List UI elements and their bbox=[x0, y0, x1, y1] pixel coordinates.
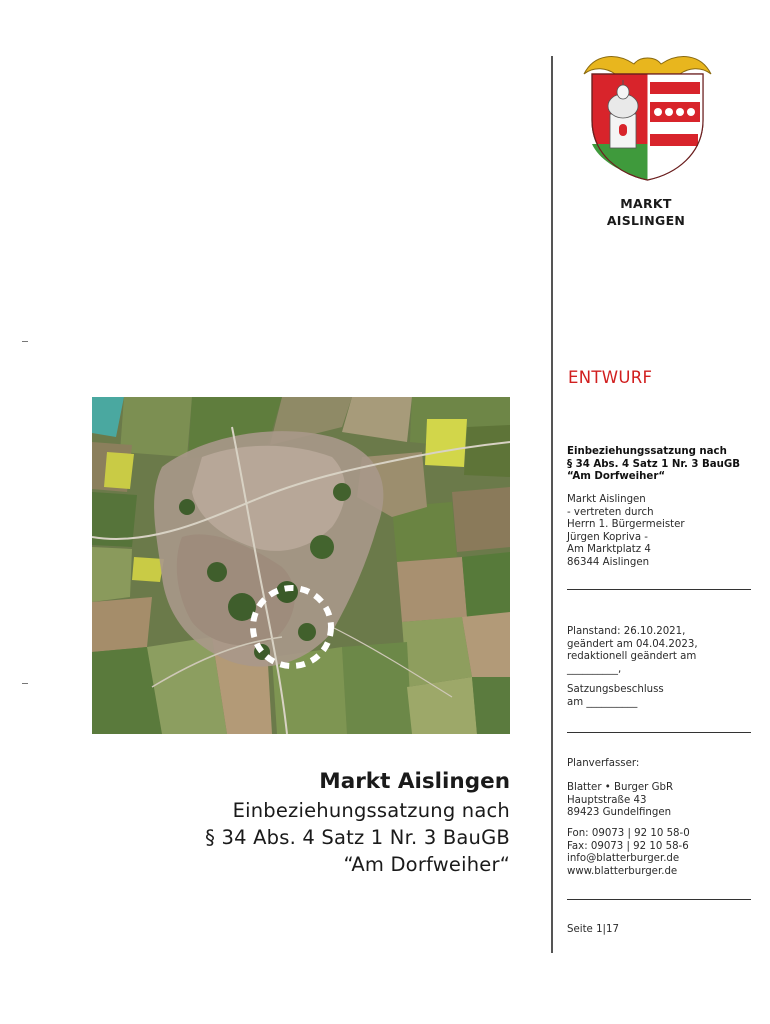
subtitle-line-1: Einbeziehungssatzung nach bbox=[232, 799, 510, 822]
website-link[interactable]: www.blatterburger.de bbox=[567, 865, 678, 877]
subtitle-line-2: § 34 Abs. 4 Satz 1 Nr. 3 BauGB bbox=[205, 826, 510, 849]
rule-3 bbox=[567, 899, 751, 900]
subtitle-line-3: “Am Dorfweiher“ bbox=[343, 853, 510, 876]
contact-block: Fon: 09073 | 92 10 58-0 Fax: 09073 | 92 10 58-6 info@blatterburger.de www.blatterburger.de bbox=[567, 828, 690, 877]
coat-of-arms-icon bbox=[580, 52, 715, 182]
email-link[interactable]: info@blatterburger.de bbox=[567, 853, 680, 864]
page-number: Seite 1|17 bbox=[567, 924, 619, 935]
aerial-photo bbox=[92, 397, 510, 734]
vertical-divider bbox=[551, 56, 553, 953]
planner-heading: Planverfasser: bbox=[567, 758, 640, 769]
page-title: Markt Aislingen bbox=[319, 769, 510, 794]
sidebar-title: Einbeziehungssatzung nach § 34 Abs. 4 Satz 1 Nr. 3 BauGB “Am Dorfweiher“ bbox=[567, 446, 741, 482]
main-title-block bbox=[205, 767, 510, 878]
beschluss-block: Satzungsbeschluss am __________ bbox=[567, 684, 664, 708]
rule-2 bbox=[567, 732, 751, 733]
planner-block: Blatter • Burger GbR Hauptstraße 43 89423 Gundelfingen bbox=[567, 782, 674, 818]
draft-label: ENTWURF bbox=[568, 368, 653, 387]
municipality-name: MARKT AISLINGEN bbox=[606, 196, 686, 228]
rule-1 bbox=[567, 589, 751, 590]
planstand-block: Planstand: 26.10.2021, geändert am 04.04.2023, redaktionell geändert am __________, bbox=[567, 626, 698, 675]
client-block: Markt Aislingen - vertreten durch Herrn 1. Bürgermeister Jürgen Kopriva - Am Marktplatz 4 86344 Aislingen bbox=[567, 494, 685, 568]
margin-mark-top bbox=[22, 341, 28, 342]
margin-mark-bottom bbox=[22, 683, 28, 684]
